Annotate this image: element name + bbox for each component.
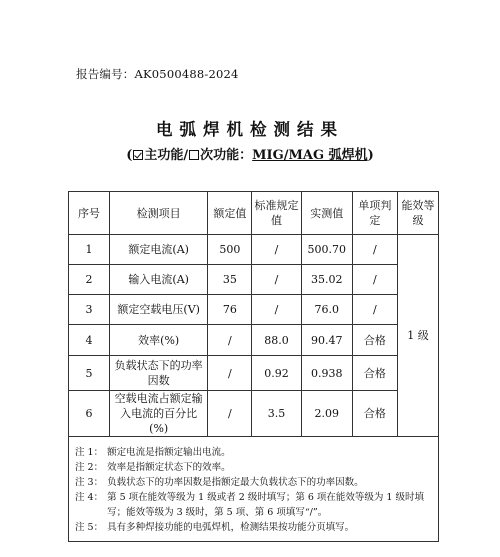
subtitle-sub-function: 次功能： [200, 148, 253, 163]
cell-measured: 90.47 [301, 325, 352, 356]
cell-standard: 88.0 [252, 325, 301, 356]
cell-no: 5 [69, 356, 110, 391]
subtitle-open: ( [126, 148, 133, 163]
cell-rated: / [208, 391, 252, 437]
header-item: 检测项目 [109, 192, 207, 235]
cell-measured: 76.0 [301, 295, 352, 325]
cell-rated: 35 [208, 265, 252, 295]
header-rated: 额定值 [208, 192, 252, 235]
page-subtitle [0, 144, 500, 163]
note-text: 效率是指额定状态下的效率。 [107, 462, 231, 473]
table-header-row [69, 192, 439, 235]
cell-rated: 76 [208, 295, 252, 325]
note-item [75, 475, 432, 490]
header-energy-grade: 能效等级 [397, 192, 438, 235]
cell-measured: 500.70 [301, 235, 352, 265]
table-row [69, 295, 439, 325]
checked-checkbox-icon [133, 150, 143, 160]
cell-judge: 合格 [352, 325, 397, 356]
note-key: 注 1： [75, 447, 104, 458]
cell-judge: / [352, 235, 397, 265]
note-text: 负载状态下的功率因数是指额定最大负载状态下的功率因数。 [107, 477, 364, 488]
table-row [69, 235, 439, 265]
header-standard: 标准规定值 [252, 192, 301, 235]
note-key: 注 5： [75, 522, 104, 533]
cell-standard: / [252, 295, 301, 325]
cell-no: 2 [69, 265, 110, 295]
cell-standard: / [252, 265, 301, 295]
note-key: 注 3： [75, 477, 104, 488]
notes-cell [69, 437, 439, 542]
cell-judge: 合格 [352, 356, 397, 391]
cell-rated: 500 [208, 235, 252, 265]
cell-judge: / [352, 265, 397, 295]
table-row [69, 356, 439, 391]
subtitle-machine-type: MIG/MAG 弧焊机 [252, 148, 368, 163]
cell-no: 6 [69, 391, 110, 437]
empty-checkbox-icon [189, 150, 199, 160]
cell-measured: 0.938 [301, 356, 352, 391]
report-number: 报告编号：AK0500488-2024 [76, 67, 239, 81]
note-item [75, 460, 432, 475]
cell-judge: 合格 [352, 391, 397, 437]
cell-item: 额定电流(A) [109, 235, 207, 265]
cell-measured: 2.09 [301, 391, 352, 437]
header-judge: 单项判定 [352, 192, 397, 235]
note-text: 额定电流是指额定输出电流。 [107, 447, 231, 458]
cell-item: 负载状态下的功率因数 [109, 356, 207, 391]
cell-item: 空载电流占额定输入电流的百分比(%) [109, 391, 207, 437]
subtitle-close: ) [367, 148, 374, 163]
cell-item: 效率(%) [109, 325, 207, 356]
cell-item: 输入电流(A) [109, 265, 207, 295]
note-key: 注 2： [75, 462, 104, 473]
cell-no: 3 [69, 295, 110, 325]
cell-item: 额定空载电压(V) [109, 295, 207, 325]
cell-standard: / [252, 235, 301, 265]
cell-no: 4 [69, 325, 110, 356]
cell-standard: 0.92 [252, 356, 301, 391]
header-measured: 实测值 [301, 192, 352, 235]
cell-rated: / [208, 325, 252, 356]
cell-rated: / [208, 356, 252, 391]
notes-row [69, 437, 439, 542]
table-row [69, 325, 439, 356]
note-item [75, 445, 432, 460]
header-no: 序号 [69, 192, 110, 235]
page-title: 电弧焊机检测结果 [156, 120, 344, 139]
subtitle-main-function: 主功能/ [144, 148, 189, 163]
cell-standard: 3.5 [252, 391, 301, 437]
cell-no: 1 [69, 235, 110, 265]
cell-measured: 35.02 [301, 265, 352, 295]
results-table [68, 191, 439, 542]
table-row [69, 265, 439, 295]
table-row [69, 391, 439, 437]
cell-energy-grade: 1 级 [397, 235, 438, 437]
cell-judge: / [352, 295, 397, 325]
note-key: 注 4： [75, 492, 104, 503]
note-text: 具有多种焊接功能的电弧焊机，检测结果按功能分页填写。 [107, 522, 355, 533]
note-item [75, 490, 432, 520]
note-text: 第 5 项在能效等级为 1 级或者 2 级时填写；第 6 项在能效等级为 1 级时填写；能效等级为 3 级时，第 5 项、第 6 项填写“/”。 [107, 492, 424, 518]
note-item [75, 520, 432, 535]
